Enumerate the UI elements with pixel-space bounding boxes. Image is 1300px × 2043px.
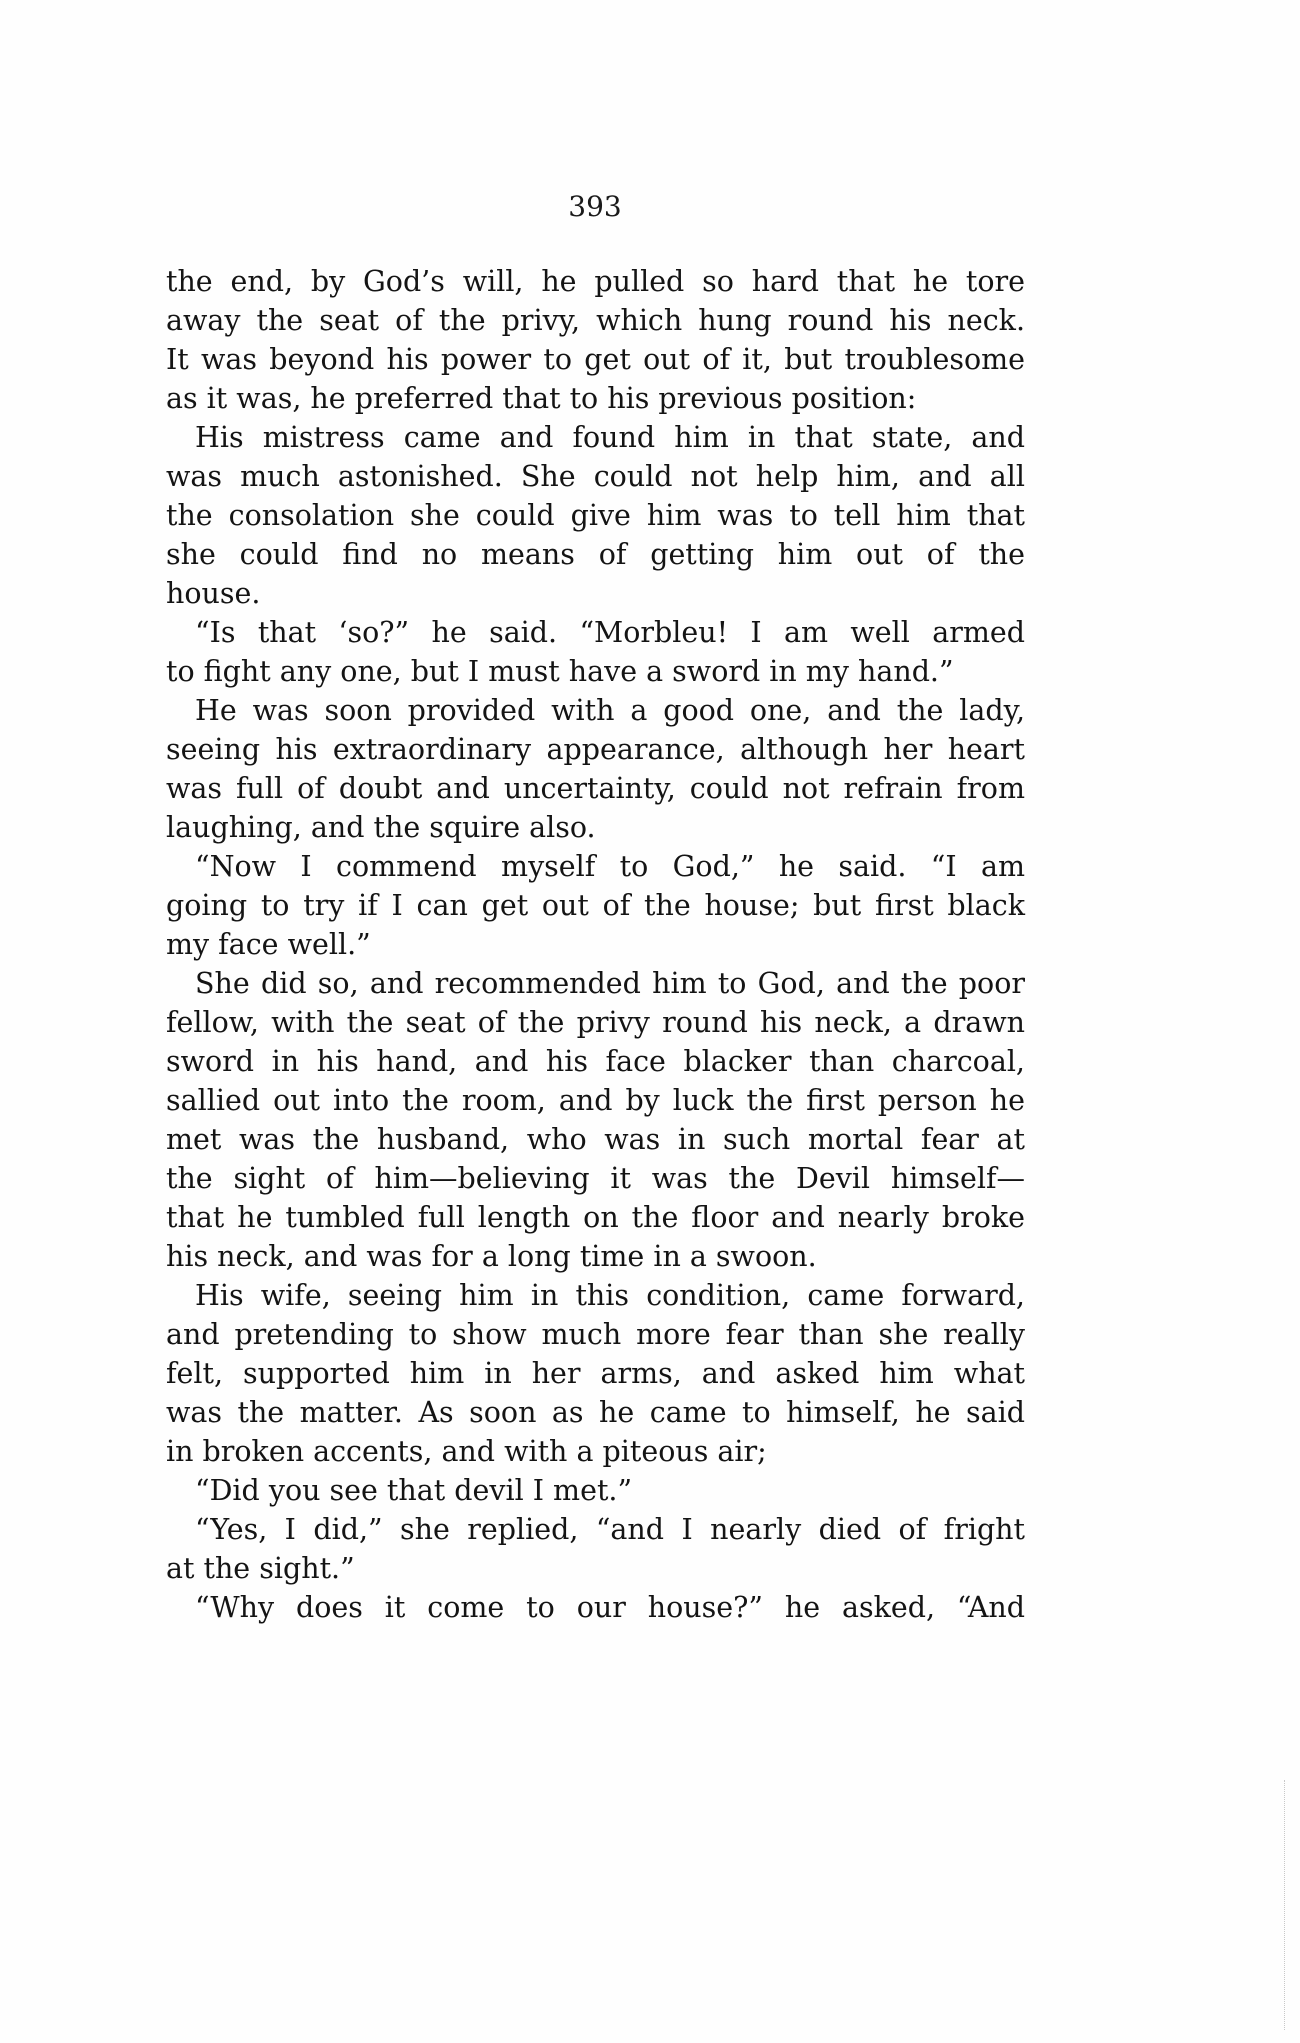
text-line: He was soon provided with a good one, and the lady, — [195, 694, 1025, 727]
text-line: the end, by God’s will, he pulled so hard that he tore — [166, 265, 1025, 298]
text-line: she could find no means of getting him out of the — [166, 538, 1025, 571]
text-line: fellow, with the seat of the privy round his neck, a drawn — [166, 1006, 1025, 1039]
text-line: “Is that ‘so?” he said. “Morbleu! I am well armed — [195, 616, 1025, 649]
text-line: house. — [166, 577, 261, 610]
body-text — [166, 262, 1025, 1627]
text-line: the sight of him—believing it was the Devil himself— — [166, 1162, 1025, 1195]
text-line: as it was, he preferred that to his previous position: — [166, 382, 917, 415]
text-line: and pretending to show much more fear than she really — [166, 1318, 1025, 1351]
text-line: was full of doubt and uncertainty, could not refrain from — [166, 772, 1025, 805]
text-line: “Yes, I did,” she replied, “and I nearly died of fright — [195, 1513, 1025, 1546]
text-line: the consolation she could give him was to tell him that — [166, 499, 1025, 532]
text-line: away the seat of the privy, which hung round his neck. — [166, 304, 1025, 337]
text-line: my face well.” — [166, 928, 371, 961]
text-line: sword in his hand, and his face blacker than charcoal, — [166, 1045, 1025, 1078]
text-line: in broken accents, and with a piteous air; — [166, 1435, 767, 1468]
text-line: “Why does it come to our house?” he asked, “And — [195, 1591, 1025, 1624]
margin-rule — [1284, 1780, 1286, 2030]
text-line: to fight any one, but I must have a sword in my hand.” — [166, 655, 954, 688]
text-line: It was beyond his power to get out of it, but troublesome — [166, 343, 1025, 376]
text-line: seeing his extraordinary appearance, although her heart — [166, 733, 1025, 766]
text-line: “Did you see that devil I met.” — [195, 1474, 633, 1507]
text-line: was the matter. As soon as he came to himself, he said — [166, 1396, 1025, 1429]
text-line: She did so, and recommended him to God, and the poor — [195, 967, 1025, 1000]
page-number: 393 — [568, 190, 622, 223]
text-line: was much astonished. She could not help him, and all — [166, 460, 1025, 493]
text-line: that he tumbled full length on the floor and nearly broke — [166, 1201, 1025, 1234]
text-line: at the sight.” — [166, 1552, 355, 1585]
text-line: going to try if I can get out of the house; but first black — [166, 889, 1025, 922]
text-line: his neck, and was for a long time in a swoon. — [166, 1240, 817, 1273]
text-line: laughing, and the squire also. — [166, 811, 596, 844]
text-line: His wife, seeing him in this condition, came forward, — [195, 1279, 1025, 1312]
text-line: His mistress came and found him in that state, and — [195, 421, 1025, 454]
text-line: “Now I commend myself to God,” he said. “I am — [195, 850, 1025, 883]
text-line: felt, supported him in her arms, and asked him what — [166, 1357, 1025, 1390]
text-line: met was the husband, who was in such mortal fear at — [166, 1123, 1025, 1156]
text-line: sallied out into the room, and by luck the first person he — [166, 1084, 1025, 1117]
